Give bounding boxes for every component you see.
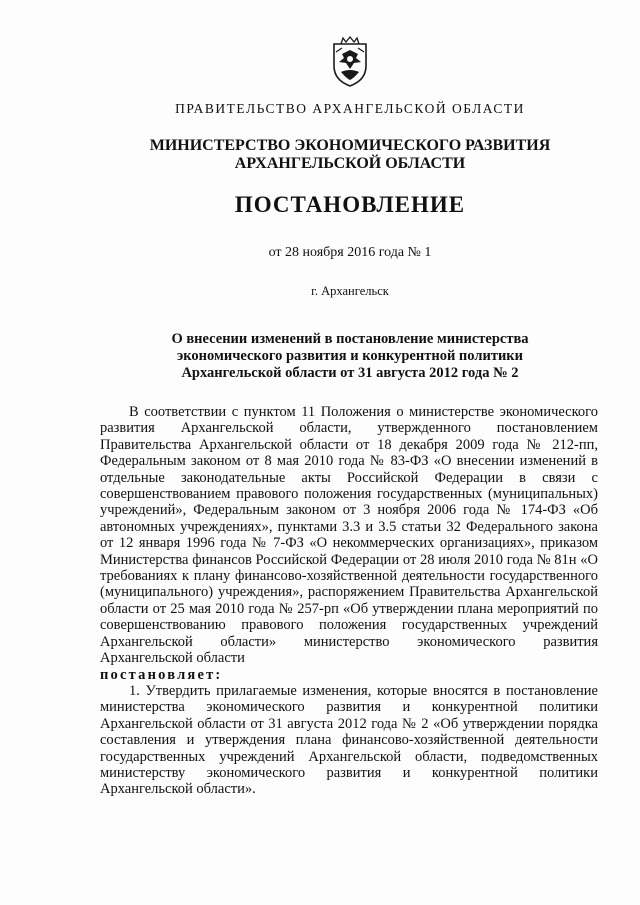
preamble-paragraph: В соответствии с пунктом 11 Положения о министерстве экономического развития Архангельской области, утвержденного постановлением Правительства Архангельской области от 18 декабря 2009 года № 212-пп, Федеральным законом от 8 мая 2010 года № 83-ФЗ «О внесении изменений в отдельные законодательные акты Российской Федерации в связи с совершенствованием правового положения государственных (муниципальных) учреждений», Федеральным законом от 3 ноября 2006 года № 174-ФЗ «Об автономных учреждениях», пунктами 3.3 и 3.5 статьи 32 Федерального закона от 12 января 1996 года № 7-ФЗ «О некоммерческих организациях», приказом Министерства финансов Российской Федерации от 28 июля 2010 года № 81н «О требованиях к плану финансово-хозяйственной деятельности государственного (муниципального) учреждения», распоряжением Правительства Архангельской области от 25 мая 2010 года № 257-рп «Об утверждении плана мероприятий по совершенствованию правового положения государственных учреждений Архангельской области» министерство экономического развития Архангельской области <box>100 404 598 667</box>
document-title: ПОСТАНОВЛЕНИЕ <box>234 192 466 217</box>
ministry-name <box>0 137 640 173</box>
document-date: от 28 ноября 2016 года № 1 <box>268 245 432 260</box>
document-subject <box>0 331 640 382</box>
subject-line2: экономического развития и конкурентной политики <box>176 348 524 364</box>
item-1-paragraph: 1. Утвердить прилагаемые изменения, которые вносятся в постановление министерства экономического развития и конкурентной политики Архангельской области от 31 августа 2012 года № 2 «Об утверждении порядка составления и утверждения плана финансово-хозяйственной деятельности государственных учреждений Архангельской области, подведомственных министерству экономического развития и конкурентной политики Архангельской области». <box>100 682 598 798</box>
coat-of-arms-icon <box>328 36 372 88</box>
document-body <box>100 404 598 798</box>
ministry-name-line2: АРХАНГЕЛЬСКОЙ ОБЛАСТИ <box>234 155 466 172</box>
resolves-keyword: постановляет: <box>100 666 223 683</box>
government-name: ПРАВИТЕЛЬСТВО АРХАНГЕЛЬСКОЙ ОБЛАСТИ <box>175 101 525 116</box>
subject-line1: О внесении изменений в постановление министерства <box>171 331 529 347</box>
subject-line3: Архангельской области от 31 августа 2012 года № 2 <box>181 365 519 381</box>
ministry-name-line1: МИНИСТЕРСТВО ЭКОНОМИЧЕСКОГО РАЗВИТИЯ <box>149 137 551 154</box>
document-city: г. Архангельск <box>311 284 389 298</box>
